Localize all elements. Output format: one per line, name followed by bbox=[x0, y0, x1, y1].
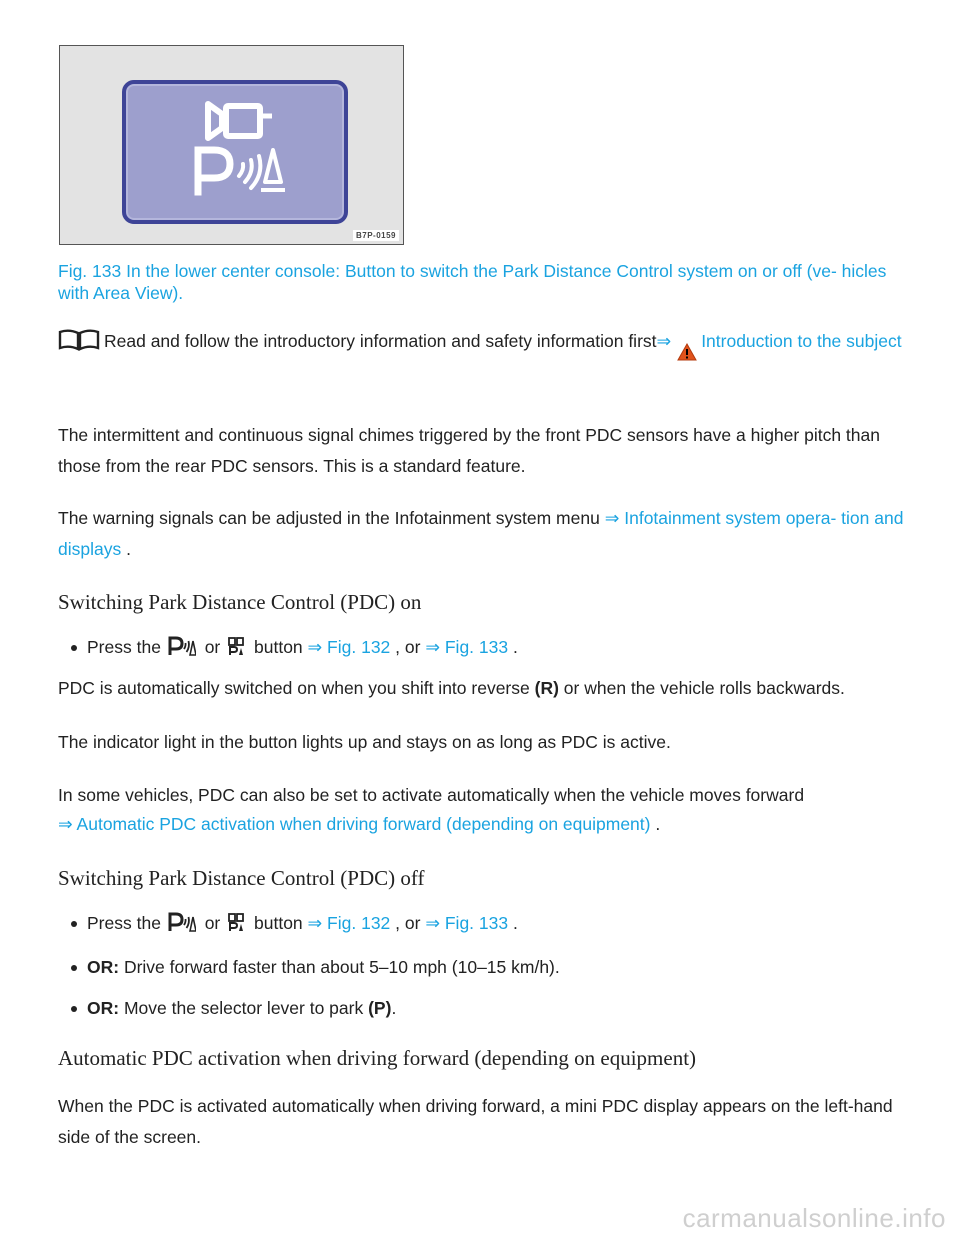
step-end: . bbox=[391, 998, 397, 1018]
auto-end: . bbox=[655, 814, 661, 834]
step-or: or bbox=[204, 913, 221, 933]
step-button-word: button bbox=[254, 913, 303, 933]
figure-image bbox=[59, 45, 404, 245]
reverse-paragraph bbox=[58, 673, 918, 704]
heading-auto-activation: Automatic PDC activation when driving forward (depending on equipment) bbox=[58, 1046, 697, 1070]
parking-assist-icon bbox=[227, 636, 245, 663]
fig-133-link[interactable]: ⇒ Fig. 133 bbox=[425, 637, 509, 657]
intro-paragraph bbox=[58, 326, 918, 371]
park-gear-label: (P) bbox=[368, 998, 392, 1018]
heading-pdc-off: Switching Park Distance Control (PDC) off bbox=[58, 866, 425, 890]
step-text: Press the bbox=[87, 637, 161, 657]
figure-caption: Fig. 133 In the lower center console: Button to switch the Park Distance Control system on or off (ve- hicles with Area View). bbox=[58, 261, 887, 303]
fig-132-link[interactable]: ⇒ Fig. 132 bbox=[307, 913, 391, 933]
figure-code: B7P-0159 bbox=[353, 230, 399, 241]
step-text: Press the bbox=[87, 913, 161, 933]
steps-pdc-on bbox=[58, 634, 918, 663]
warning-signals-text: The warning signals can be adjusted in the Infotainment system menu bbox=[58, 508, 600, 528]
chimes-paragraph: The intermittent and continuous signal chimes triggered by the front PDC sensors have a higher pitch than those from the rear PDC sensors. This is a standard feature. bbox=[58, 425, 880, 476]
list-item bbox=[58, 634, 918, 663]
step-end: . bbox=[512, 913, 518, 933]
auto-activation-paragraph bbox=[58, 781, 918, 839]
list-item bbox=[58, 954, 918, 980]
warning-signals-end: . bbox=[126, 539, 131, 559]
indicator-paragraph: The indicator light in the button lights up and stays on as long as PDC is active. bbox=[58, 732, 671, 752]
heading-pdc-on: Switching Park Distance Control (PDC) on bbox=[58, 590, 422, 614]
list-item bbox=[58, 910, 918, 939]
step-text: Drive forward faster than about 5–10 mph (10–15 km/h). bbox=[123, 957, 560, 977]
list-item bbox=[58, 995, 918, 1021]
infotainment-link[interactable]: ⇒ Infotainment system opera- tion and displays bbox=[58, 508, 904, 559]
steps-pdc-off bbox=[58, 910, 918, 1021]
auto-display-paragraph: When the PDC is activated automatically when driving forward, a mini PDC display appears on the left-hand side of the screen. bbox=[58, 1096, 893, 1147]
reverse-text: PDC is automatically switched on when you shift into reverse bbox=[58, 678, 530, 698]
fig-132-link[interactable]: ⇒ Fig. 132 bbox=[307, 637, 391, 657]
intro-link[interactable]: Introduction to the subject bbox=[701, 331, 902, 351]
reverse-gear-label: (R) bbox=[534, 678, 559, 698]
step-end: . bbox=[512, 637, 518, 657]
pdc-camera-icon bbox=[126, 84, 344, 220]
pdc-button-icon bbox=[168, 912, 196, 939]
warning-signals-paragraph bbox=[58, 503, 918, 565]
warning-triangle-icon bbox=[677, 340, 697, 371]
step-comma-or: , or bbox=[395, 637, 421, 657]
intro-arrow: ⇒ bbox=[656, 331, 672, 351]
parking-assist-icon bbox=[227, 912, 245, 939]
step-or: or bbox=[204, 637, 221, 657]
step-text: Move the selector lever to park bbox=[123, 998, 364, 1018]
fig-133-link[interactable]: ⇒ Fig. 133 bbox=[425, 913, 509, 933]
step-comma-or: , or bbox=[395, 913, 421, 933]
watermark: carmanualsonline.info bbox=[682, 1203, 946, 1233]
book-icon bbox=[58, 329, 100, 361]
auto-text: In some vehicles, PDC can also be set to activate automatically when the vehicle moves forward bbox=[58, 785, 805, 805]
auto-activation-link[interactable]: ⇒ Automatic PDC activation when driving forward (depending on equipment) bbox=[58, 814, 651, 834]
or-label: OR: bbox=[87, 998, 120, 1018]
intro-text: Read and follow the introductory information and safety information first bbox=[104, 331, 657, 351]
pdc-button-icon bbox=[168, 636, 196, 663]
step-button-word: button bbox=[254, 637, 303, 657]
or-label: OR: bbox=[87, 957, 120, 977]
pdc-console-button bbox=[122, 80, 348, 224]
reverse-text-end: or when the vehicle rolls backwards. bbox=[563, 678, 845, 698]
